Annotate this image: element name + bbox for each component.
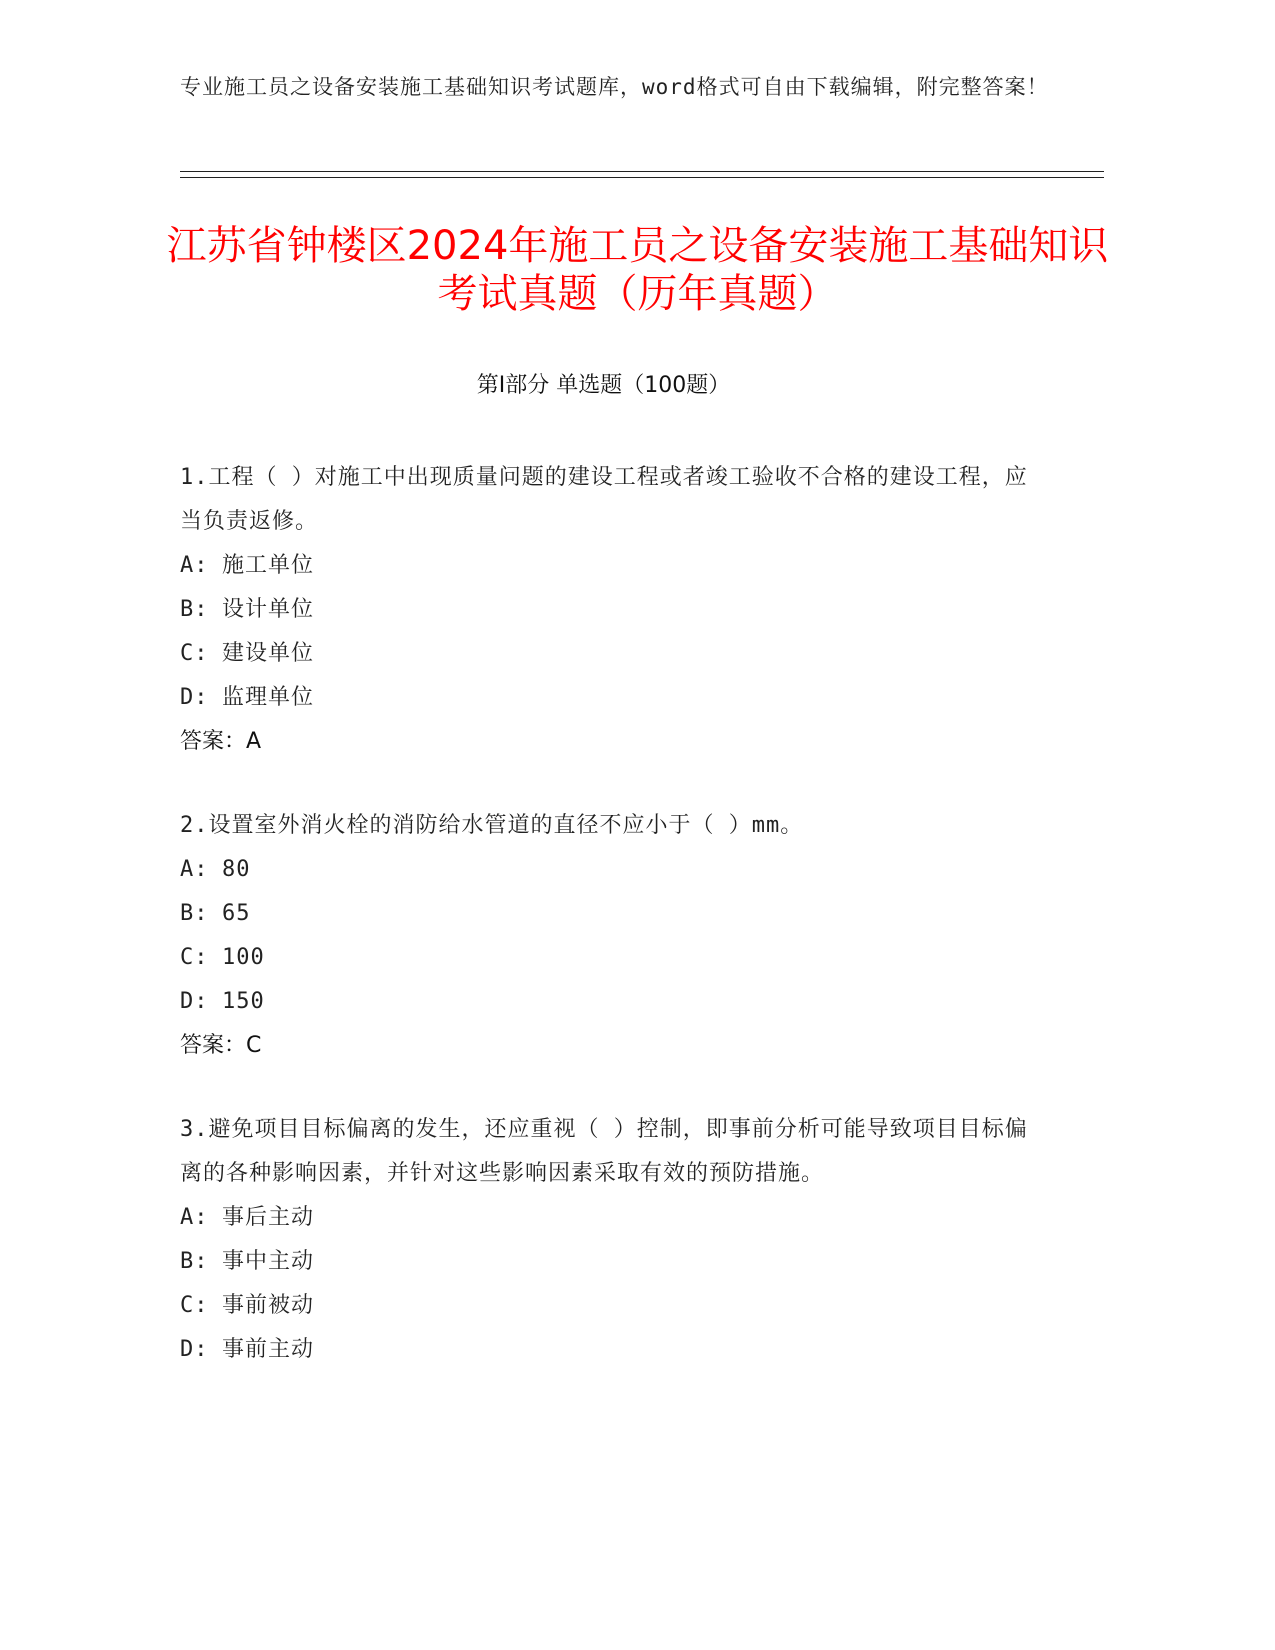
option-text: 65 — [222, 901, 251, 926]
option-text: 100 — [222, 945, 265, 970]
answer-line: 答案：A — [180, 729, 262, 754]
option-d — [180, 980, 1040, 1024]
option-letter: B: — [180, 901, 209, 926]
option-text: 事中主动 — [222, 1249, 315, 1274]
question-list — [180, 456, 1040, 1412]
option-c — [180, 1284, 1040, 1328]
option-letter: D: — [180, 685, 209, 710]
header-divider-top — [180, 171, 1104, 172]
option-letter: D: — [180, 989, 209, 1014]
option-letter: A: — [180, 1205, 209, 1230]
option-letter: A: — [180, 857, 209, 882]
option-a — [180, 544, 1040, 588]
option-text: 80 — [222, 857, 251, 882]
option-text: 事后主动 — [222, 1205, 315, 1230]
option-text: 施工单位 — [222, 553, 315, 578]
option-text: 设计单位 — [222, 597, 315, 622]
document-title: 江苏省钟楼区2024年施工员之设备安装施工基础知识考试真题（历年真题） — [166, 223, 1109, 317]
option-b — [180, 892, 1040, 936]
option-letter: D: — [180, 1337, 209, 1362]
question-2 — [180, 804, 1040, 1068]
option-a — [180, 848, 1040, 892]
option-b — [180, 588, 1040, 632]
option-text: 事前被动 — [222, 1293, 315, 1318]
option-letter: C: — [180, 1293, 209, 1318]
question-3 — [180, 1108, 1040, 1372]
option-letter: B: — [180, 1249, 209, 1274]
question-stem: 2.设置室外消火栓的消防给水管道的直径不应小于（ ）mm。 — [180, 813, 804, 838]
option-letter: C: — [180, 945, 209, 970]
header-divider-bottom — [180, 177, 1104, 178]
option-letter: B: — [180, 597, 209, 622]
question-stem: 3.避免项目目标偏离的发生，还应重视（ ）控制，即事前分析可能导致项目目标偏离的各种影响因素，并针对这些影响因素采取有效的预防措施。 — [180, 1117, 1028, 1186]
option-c — [180, 632, 1040, 676]
option-c — [180, 936, 1040, 980]
option-b — [180, 1240, 1040, 1284]
section-heading: 第Ⅰ部分 单选题（100题） — [476, 373, 731, 398]
option-text: 建设单位 — [222, 641, 315, 666]
option-text: 事前主动 — [222, 1337, 315, 1362]
option-d — [180, 1328, 1040, 1372]
option-letter: A: — [180, 553, 209, 578]
option-letter: C: — [180, 641, 209, 666]
question-1 — [180, 456, 1040, 764]
option-text: 监理单位 — [222, 685, 315, 710]
option-a — [180, 1196, 1040, 1240]
header-note: 专业施工员之设备安装施工基础知识考试题库，word格式可自由下载编辑，附完整答案！ — [180, 75, 1049, 99]
answer-line: 答案：C — [180, 1033, 262, 1058]
option-d — [180, 676, 1040, 720]
option-text: 150 — [222, 989, 265, 1014]
question-stem: 1.工程（ ）对施工中出现质量问题的建设工程或者竣工验收不合格的建设工程，应当负责返修。 — [180, 465, 1028, 534]
